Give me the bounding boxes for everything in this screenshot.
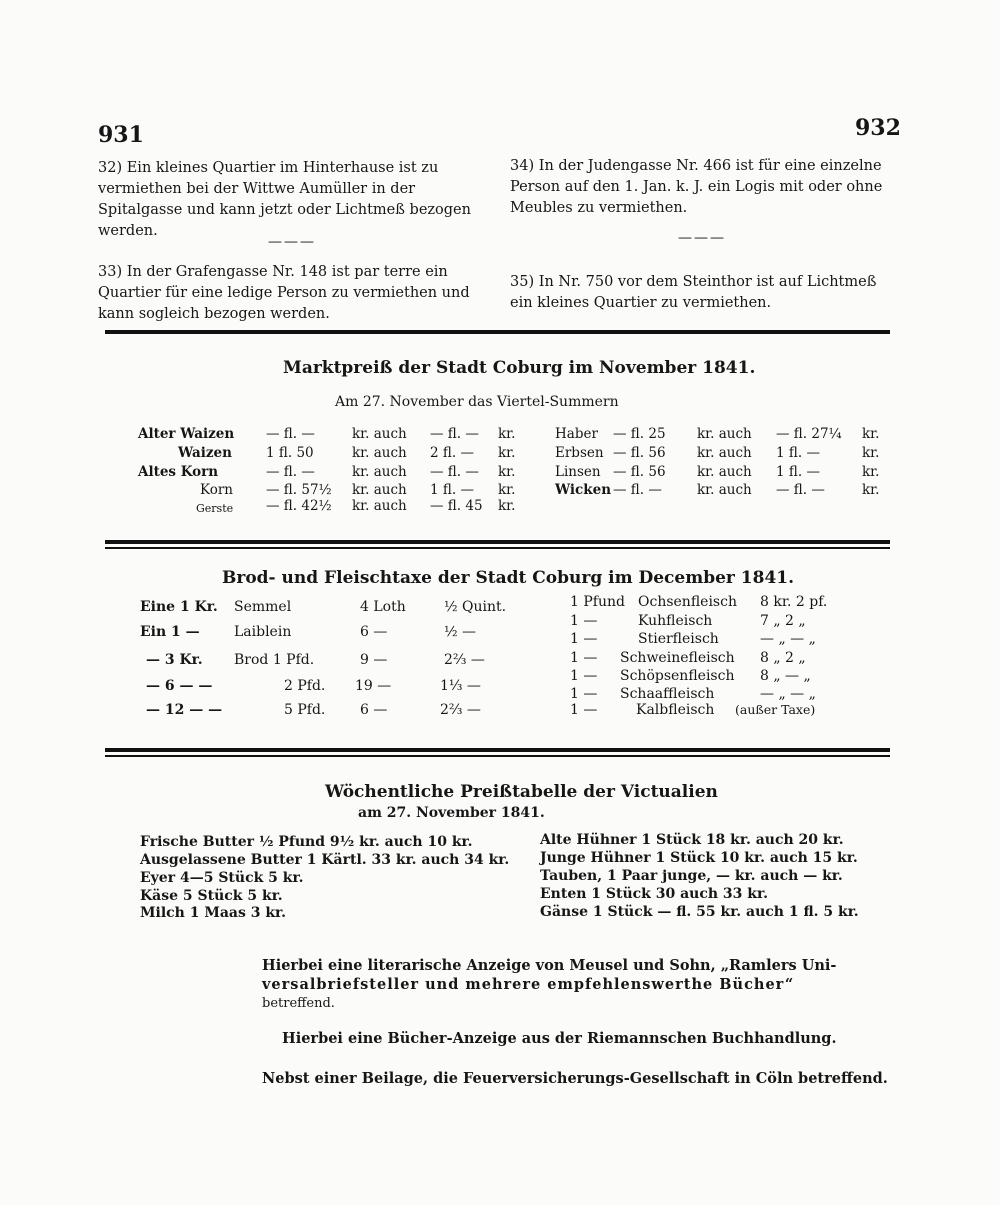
ad-separator: ——— <box>678 230 726 246</box>
list-item: Frische Butter ½ Pfund 9½ kr. auch 10 kr. <box>140 834 473 850</box>
brod-title: Brod- und Fleischtaxe der Stadt Coburg im December 1841. <box>222 568 795 588</box>
list-item: Gänse 1 Stück — fl. 55 kr. auch 1 fl. 5 kr. <box>540 904 859 920</box>
ad-35: 35) In Nr. 750 vor dem Steinthor ist auf Lichtmeß ein kleines Quartier zu vermiethen. <box>510 274 877 311</box>
list-item: Tauben, 1 Paar junge, — kr. auch — kr. <box>540 868 843 884</box>
ad-separator: ——— <box>268 234 316 250</box>
section-rule <box>105 540 890 544</box>
section-rule <box>105 755 890 757</box>
note-meusel-line1: Hierbei eine literarische Anzeige von Meusel und Sohn, „Ramlers Uni- <box>262 957 837 974</box>
market-title: Marktpreiß der Stadt Coburg im November 1841. <box>283 358 756 378</box>
list-item: Käse 5 Stück 5 kr. <box>140 888 283 904</box>
note-meusel-line3: betreffend. <box>262 996 335 1011</box>
note-riemann: Hierbei eine Bücher-Anzeige aus der Riemannschen Buchhandlung. <box>282 1030 837 1047</box>
list-item: Alte Hühner 1 Stück 18 kr. auch 20 kr. <box>540 832 844 848</box>
list-item: Junge Hühner 1 Stück 10 kr. auch 15 kr. <box>540 850 858 866</box>
page-number-left: 931 <box>98 122 144 148</box>
newspaper-page: 931 932 32) Ein kleines Quartier im Hinterhause ist zu vermiethen bei der Wittwe Aumüller in der Spitalgasse und kann jetzt oder Lichtmeß bezogen werden. ——— 33) In der Grafengasse Nr. 148 ist par terre ein Quartier für eine ledige Person zu vermiethen und kann sogleich bezogen werden. 34) In der Judengasse Nr. 466 ist für eine einzelne Person auf den 1. Jan. k. J. ein Logis mit oder ohne Meubles zu vermiethen. ——— 35) In Nr. 750 vor dem Steinthor ist auf Lichtmeß ein kleines Quartier zu vermiethen. Marktpreiß der Stadt Coburg im November 1841. Am 27. November das Viertel-Summern Alter Waizen — fl. — kr. auch — fl. — kr. Waizen 1 fl. 50 kr. auch 2 fl. — kr. Altes Korn — fl. — kr. auch — fl. — kr. Korn — fl. 57½ kr. auch 1 fl. — kr. Gerste — fl. 42½ kr. auch — fl. 45 kr. Haber — fl. 25 kr. auch — fl. 27¼ kr. Erbsen — fl. 56 kr. auch 1 fl. — kr. Linsen — fl. 56 kr. auch 1 fl. — kr. Wicken — fl. — kr. auch — fl. — kr. Brod- und Fleischtaxe der Stadt Coburg im December 1841. Eine 1 Kr. Semmel 4 Loth ½ Quint. Ein 1 — Laiblein 6 — ½ — — 3 Kr. Brod 1 Pfd. 9 — 2⅔ — — 6 — — 2 Pfd. 19 — 1⅓ — — 12 — — 5 Pfd. 6 — 2⅔ — 1 Pfund Ochsenfleisch 8 kr. 2 pf. 1 — Kuhfleisch 7 „ 2 „ 1 — Stierfleisch — „ — „ 1 — Schweinefleisch 8 „ 2 „ 1 — Schöpsenfleisch 8 „ — „ 1 — Schaaffleisch — „ — „ 1 — Kalbfleisch (außer Taxe) Wöchentliche Preißtabelle der Victualien am 27. November 1841. Frische Butter ½ Pfund 9½ kr. auch 10 kr. Ausgelassene Butter 1 Kärtl. 33 kr. auch 34 kr. Eyer 4—5 Stück 5 kr. Käse 5 Stück 5 kr. Milch 1 Maas 3 kr. Alte Hühner 1 Stück 18 kr. auch 20 kr. Junge Hühner 1 Stück 10 kr. auch 15 kr. Tauben, 1 Paar junge, — kr. auch — kr. Enten 1 Stück 30 auch 33 kr. Gänse 1 Stück — fl. 55 kr. auch 1 fl. 5 kr. Hierbei eine literarische Anzeige von Meusel und Sohn, „Ramlers Uni- versalbriefsteller und mehrere empfehlenswerthe Bücher“ betreffend. Hierbei eine Bücher-Anzeige aus der Riemannschen Buchhandlung. Nebst einer Beilage, die Feuerversicherungs-Gesellschaft in Cöln betreffend. <box>98 115 901 1087</box>
ad-32: 32) Ein kleines Quartier im Hinterhause ist zu vermiethen bei der Wittwe Aumüller in der Spitalgasse und kann jetzt oder Lichtmeß bezogen werden. <box>98 160 471 239</box>
ad-34: 34) In der Judengasse Nr. 466 ist für eine einzelne Person auf den 1. Jan. k. J. ein Logis mit oder ohne Meubles zu vermiethen. <box>510 158 883 216</box>
section-rule <box>105 547 890 549</box>
note-meusel-line2: versalbriefsteller und mehrere empfehlenswerthe Bücher“ <box>262 976 795 993</box>
list-item: Ausgelassene Butter 1 Kärtl. 33 kr. auch 34 kr. <box>140 852 510 868</box>
page-number-right: 932 <box>855 115 901 141</box>
victualien-subtitle: am 27. November 1841. <box>358 805 545 821</box>
note-beilage: Nebst einer Beilage, die Feuerversicherungs-Gesellschaft in Cöln betreffend. <box>262 1070 888 1087</box>
list-item: Milch 1 Maas 3 kr. <box>140 905 287 921</box>
section-rule <box>105 748 890 752</box>
ad-33: 33) In der Grafengasse Nr. 148 ist par terre ein Quartier für eine ledige Person zu vermiethen und kann sogleich bezogen werden. <box>98 264 470 322</box>
list-item: Enten 1 Stück 30 auch 33 kr. <box>540 886 768 902</box>
section-rule <box>105 330 890 334</box>
market-subtitle: Am 27. November das Viertel-Summern <box>335 394 619 410</box>
victualien-title: Wöchentliche Preißtabelle der Victualien <box>325 782 718 802</box>
list-item: Eyer 4—5 Stück 5 kr. <box>140 870 304 886</box>
